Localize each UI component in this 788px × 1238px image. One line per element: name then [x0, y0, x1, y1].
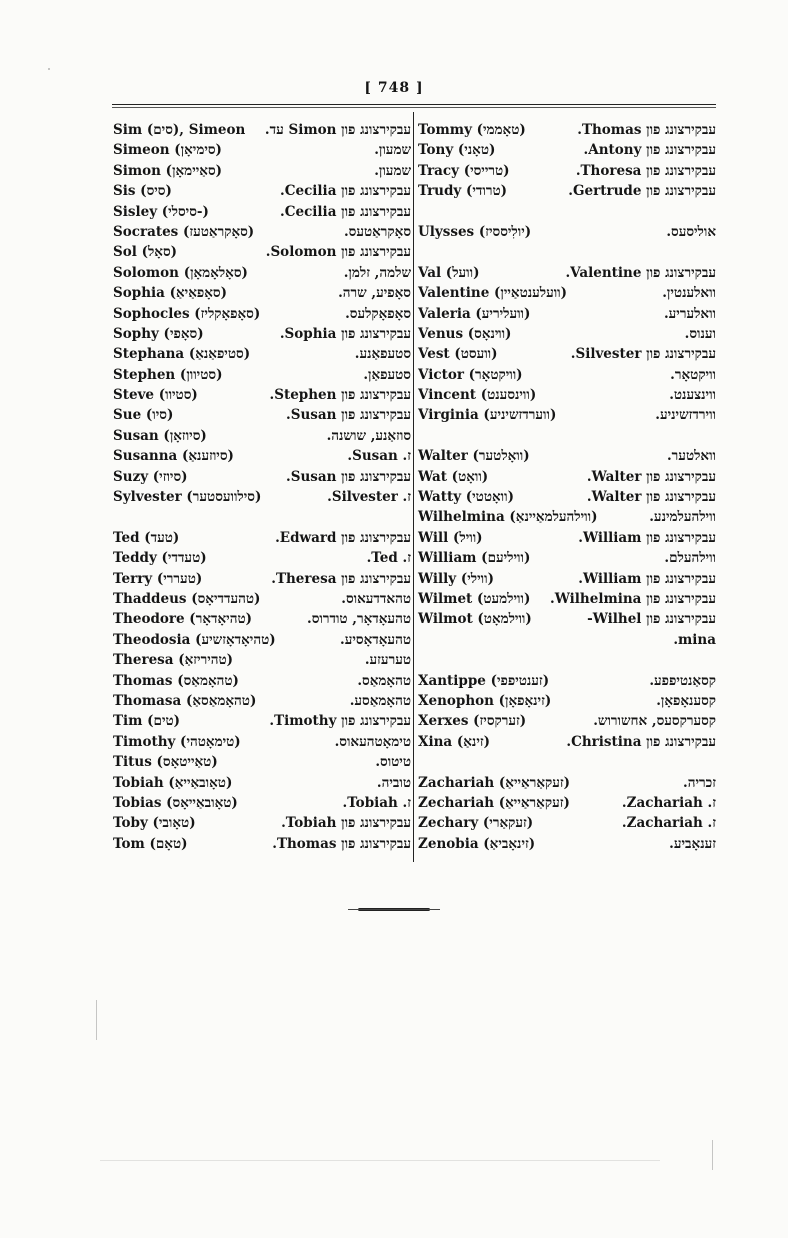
- entry-name: Val (וועל): [418, 264, 480, 281]
- entry-name: Thomas (טהאָמאַס): [113, 672, 239, 689]
- entry-name: Sim (סים), Simeon: [113, 122, 246, 138]
- entry-definition: וויקטאָר.: [670, 366, 716, 383]
- entry-definition: עבקירצונג פון Silvester.: [570, 346, 716, 363]
- section-gap: [418, 752, 716, 772]
- dictionary-entry: [113, 528, 411, 548]
- entry-name: Susanna (סיוזענאַ): [113, 448, 234, 465]
- dictionary-entry: [113, 283, 411, 303]
- dictionary-entry: [113, 589, 411, 609]
- dictionary-entry: [113, 385, 411, 405]
- entry-definition: עבקירצונג פון Tobiah.: [281, 815, 411, 832]
- dictionary-entry: [113, 691, 411, 711]
- dictionary-entry: [113, 834, 411, 854]
- entry-name: Terry (טעררי): [113, 570, 203, 587]
- dictionary-entry: [418, 344, 716, 364]
- entry-definition: ווינצענט.: [669, 387, 716, 404]
- entry-definition: עבקירצונג פון Edward.: [275, 529, 411, 546]
- entry-definition: זענאָביע.: [669, 835, 716, 852]
- entry-definition: סטעפאַנע.: [354, 346, 411, 363]
- dictionary-entry: [418, 793, 716, 813]
- entry-definition: סאָפאָקלעס.: [345, 305, 411, 322]
- entry-name: Simon (סאַיימאָן): [113, 162, 223, 179]
- left-column: [113, 120, 411, 854]
- entry-name: Virginia (ווערדזשיניע): [418, 407, 557, 424]
- dictionary-entry: [113, 752, 411, 772]
- entry-definition: סטעפאַן.: [363, 366, 411, 383]
- entry-name: Tim (טים): [113, 713, 181, 730]
- dictionary-entry: [418, 446, 716, 466]
- entry-definition: קסענאָפאָן.: [656, 692, 716, 709]
- entry-name: Sophia (סאָפאַיאַ): [113, 285, 227, 302]
- entry-definition: שמעון.: [374, 162, 411, 179]
- entry-name: Watty (וואָטטי): [418, 489, 514, 506]
- entry-definition: עבקירצונג פון Thomas.: [272, 835, 411, 852]
- entry-definition: סוזאַנע, שושנה.: [326, 427, 411, 444]
- entry-name: Sylvester (סילוועסטער): [113, 489, 262, 506]
- entry-definition: עבקירצונג פון Wilhel-: [587, 611, 716, 628]
- entry-name: Walter (וואָלטער): [418, 448, 530, 465]
- entry-name: Xina (זינאַ): [418, 733, 491, 750]
- header-rule: [112, 104, 716, 105]
- scan-streak: [100, 1160, 660, 1161]
- entry-definition: טיטוס.: [375, 754, 411, 771]
- entry-name: Willy (ווילי): [418, 570, 494, 587]
- entry-name: Venus (וױנאָס): [418, 325, 512, 342]
- right-column: [418, 120, 716, 854]
- section-gap: [418, 426, 716, 446]
- entry-name: Sol (סאָל): [113, 244, 178, 261]
- entry-name: Socrates (סאָקראַטעז): [113, 223, 255, 240]
- entry-name: Theodore (טהיאָדאָר): [113, 611, 252, 628]
- entry-definition: טהאָמאַסע.: [349, 692, 411, 709]
- section-gap: [418, 242, 716, 262]
- entry-definition: זכריה.: [683, 774, 716, 791]
- dictionary-entry: [418, 671, 716, 691]
- dictionary-entry: [113, 609, 411, 629]
- entry-name: Wilmot (ווילמאָט): [418, 611, 532, 628]
- section-gap: [418, 202, 716, 222]
- entry-name: Solomon (סאָלאָמאָן): [113, 264, 248, 281]
- entry-definition: עבקירצונג פון Solomon.: [265, 244, 411, 261]
- dictionary-entry: [418, 120, 716, 140]
- dictionary-entry: [113, 548, 411, 568]
- dictionary-entry: [113, 650, 411, 670]
- entry-definition: סאָקראַטעס.: [343, 223, 411, 240]
- dictionary-entry: [418, 813, 716, 833]
- entry-name: Trudy (טרודי): [418, 183, 508, 200]
- entry-name: Wilhelmina (ווילהעלמאַיינאַ): [418, 509, 598, 526]
- entry-definition: ז. Zachariah.: [621, 815, 716, 832]
- entry-name: Stephen (סטיוון): [113, 366, 223, 383]
- entry-definition: שלמה, זלמן.: [343, 264, 411, 281]
- dictionary-entry: [113, 324, 411, 344]
- entry-definition: עבקירצונג פון William.: [578, 570, 716, 587]
- dictionary-entry: [113, 569, 411, 589]
- entry-name: Sophocles (סאָפאָקליז): [113, 305, 261, 322]
- dictionary-entry: [113, 711, 411, 731]
- entry-definition: עבקירצונג פון Cecilia.: [280, 203, 411, 220]
- entry-definition: עבקירצונג פון Timothy.: [269, 713, 411, 730]
- dictionary-entry: [113, 304, 411, 324]
- dictionary-entry: [418, 487, 716, 507]
- dictionary-entry: [113, 120, 411, 140]
- entry-name: Thomasa (טהאָמאַסאַ): [113, 692, 257, 709]
- entry-definition: עבקירצונג פון Gertrude.: [568, 183, 716, 200]
- entry-definition: שמעון.: [374, 142, 411, 159]
- entry-name: Sue (סיו): [113, 407, 174, 424]
- entry-name: Wat (וואָט): [418, 468, 489, 485]
- header-rule-secondary: [112, 107, 716, 108]
- entry-name: Zechary (זעקאַרי): [418, 815, 534, 832]
- dictionary-entry: [418, 263, 716, 283]
- dictionary-entry: [418, 365, 716, 385]
- page-number: [ 748 ]: [364, 80, 424, 96]
- entry-name: Tony (טאָני): [418, 142, 496, 159]
- entry-definition: עבקירצונג פון Antony.: [583, 142, 716, 159]
- entry-definition: טימאָטהעאוס.: [334, 733, 411, 750]
- entry-name: Timothy (טימאָטהי): [113, 733, 241, 750]
- entry-definition: קסאַנטיפפע.: [649, 672, 716, 689]
- entry-definition: סאָפיע, שרה.: [338, 285, 411, 302]
- entry-definition: טהעאָדאָסיע.: [340, 631, 411, 648]
- entry-definition: טערעזע.: [364, 652, 411, 669]
- entry-name: Suzy (סיוזי): [113, 468, 188, 485]
- entry-name: Teddy (טעדדי): [113, 550, 207, 567]
- dictionary-entry: [113, 467, 411, 487]
- entry-name: Vest (וועסט): [418, 346, 498, 363]
- dictionary-entry: [418, 140, 716, 160]
- entry-name: Xenophon (זינאָפאָן): [418, 692, 552, 709]
- entry-name: Toby (טאָובי): [113, 815, 196, 832]
- entry-definition: ז. Susan.: [347, 448, 411, 465]
- entry-definition: עבקירצונג פון Simon עד.: [264, 122, 411, 138]
- entry-definition: ז. Zachariah.: [621, 794, 716, 811]
- entry-name: Vincent (ווינסענט): [418, 387, 537, 404]
- entry-definition: עבקירצונג פון William.: [578, 529, 716, 546]
- dictionary-entry: [113, 222, 411, 242]
- entry-definition: עבקירצונג פון Wilhelmina.: [550, 590, 716, 607]
- dictionary-entry: [113, 242, 411, 262]
- dictionary-entry: [418, 589, 716, 609]
- entry-name: Susan (סיוזאָן): [113, 427, 207, 444]
- entry-name: Will (וויל): [418, 529, 483, 546]
- entry-definition: עבקירצונג פון Thomas.: [577, 122, 716, 138]
- entry-definition: עבקירצונג פון Susan.: [286, 407, 411, 424]
- dictionary-entry: [418, 630, 716, 650]
- entry-definition: ז. Silvester.: [327, 489, 411, 506]
- entry-definition: וואלטער.: [666, 448, 716, 465]
- entry-definition: טהאָמאַס.: [357, 672, 411, 689]
- entry-name: Theresa (טהיריזאַ): [113, 652, 234, 669]
- entry-name: Valentine (וועלענטאַיין): [418, 285, 568, 302]
- entry-name: Tom (טאָם): [113, 835, 188, 852]
- entry-definition: mina.: [673, 631, 716, 648]
- entry-name: Xerxes (זערקסיז): [418, 713, 527, 730]
- entry-name: Valeria (וועליריע): [418, 305, 531, 322]
- entry-definition: וואלענטין.: [662, 285, 716, 302]
- dictionary-entry: [113, 813, 411, 833]
- entry-name: Tracy (טרייסי): [418, 162, 510, 179]
- dictionary-entry: [418, 324, 716, 344]
- dictionary-entry: [113, 671, 411, 691]
- dictionary-entry: [418, 304, 716, 324]
- dictionary-entry: [113, 426, 411, 446]
- entry-definition: עבקירצונג פון Valentine.: [565, 264, 716, 281]
- dictionary-entry: [418, 773, 716, 793]
- dictionary-entry: [418, 161, 716, 181]
- section-gap: [418, 650, 716, 670]
- entry-name: Simeon (סימיאָן): [113, 142, 222, 159]
- dictionary-entry: [418, 181, 716, 201]
- dictionary-entry: [418, 283, 716, 303]
- dictionary-entry: [418, 691, 716, 711]
- dictionary-entry: [113, 487, 411, 507]
- scan-speck: [48, 68, 50, 70]
- dictionary-entry: [113, 732, 411, 752]
- entry-name: Zachariah (זעקאַראַייאַ): [418, 774, 571, 791]
- entry-definition: ווירדזשיניע.: [655, 407, 716, 424]
- entry-definition: ווילהעלמינע.: [649, 509, 716, 526]
- entry-definition: עבקירצונג פון Walter.: [586, 468, 716, 485]
- dictionary-entry: [418, 834, 716, 854]
- entry-definition: עבקירצונג פון Thoresa.: [575, 162, 716, 179]
- entry-definition: קסערקסעס, אחשורוש.: [593, 713, 716, 730]
- column-divider: [413, 112, 414, 862]
- entry-definition: עבקירצונג פון Cecilia.: [280, 183, 411, 200]
- dictionary-entry: [113, 161, 411, 181]
- entry-definition: ז. Ted.: [366, 550, 411, 567]
- dictionary-entry: [113, 630, 411, 650]
- entry-name: Ulysses (יולִיססיז): [418, 223, 532, 240]
- entry-name: Xantippe (זענטיפפי): [418, 672, 550, 689]
- entry-definition: וואלעריע.: [663, 305, 716, 322]
- dictionary-entry: [418, 732, 716, 752]
- dictionary-entry: [418, 222, 716, 242]
- entry-name: Zenobia (זינאָביאַ): [418, 835, 536, 852]
- entry-definition: וענוס.: [684, 325, 716, 342]
- dictionary-entry: [418, 405, 716, 425]
- dictionary-entry: [418, 385, 716, 405]
- entry-name: Ted (טעד): [113, 529, 180, 546]
- dictionary-entry: [418, 711, 716, 731]
- entry-definition: טהאדדעאוס.: [341, 590, 411, 607]
- entry-definition: ז. Tobiah.: [342, 794, 411, 811]
- entry-name: Wilmet (ווילמעט): [418, 590, 531, 607]
- entry-definition: עבקירצונג פון Walter.: [586, 489, 716, 506]
- entry-definition: אוליסעס.: [666, 223, 716, 240]
- entry-definition: עבקירצונג פון Theresa.: [271, 570, 411, 587]
- entry-definition: עבקירצונג פון Stephen.: [269, 387, 411, 404]
- entry-definition: עבקירצונג פון Christina.: [566, 733, 716, 750]
- dictionary-entry: [113, 181, 411, 201]
- entry-name: Sis (סיס): [113, 183, 172, 200]
- entry-name: Sisley (סיסלי-): [113, 203, 209, 220]
- dictionary-entry: [418, 609, 716, 629]
- dictionary-entry: [113, 365, 411, 385]
- entry-definition: עבקירצונג פון Sophia.: [279, 325, 411, 342]
- entry-definition: ווילהעלם.: [664, 550, 716, 567]
- entry-name: Sophy (סאָפי): [113, 325, 204, 342]
- dictionary-entry: [113, 202, 411, 222]
- dictionary-entry: [418, 569, 716, 589]
- entry-definition: טוביה.: [376, 774, 411, 791]
- dictionary-entry: [113, 446, 411, 466]
- entry-definition: עבקירצונג פון Susan.: [286, 468, 411, 485]
- entry-name: Thaddeus (טהעדדיאָס): [113, 590, 261, 607]
- dictionary-entry: [418, 507, 716, 527]
- entry-name: Tobias (טאָובאַייאָס): [113, 794, 238, 811]
- dictionary-entry: [113, 773, 411, 793]
- entry-name: Steve (סטיוו): [113, 387, 198, 404]
- end-ornament: [358, 908, 430, 911]
- entry-name: Victor (וויקטאָר): [418, 366, 523, 383]
- entry-name: Titus (טאַייטאָס): [113, 754, 218, 771]
- scan-speck: [96, 1000, 97, 1040]
- scan-speck: [712, 1140, 713, 1170]
- dictionary-entry: [113, 405, 411, 425]
- entry-name: Stephana (סטיפאַנאַ): [113, 346, 251, 363]
- dictionary-entry: [113, 140, 411, 160]
- entry-name: William (וויליעם): [418, 550, 531, 567]
- dictionary-entry: [418, 467, 716, 487]
- section-gap: [113, 507, 411, 527]
- entry-name: Tommy (טאָממי): [418, 122, 526, 138]
- dictionary-entry: [113, 263, 411, 283]
- dictionary-entry: [418, 528, 716, 548]
- entry-name: Tobiah (טאָובאַייאַ): [113, 774, 233, 791]
- dictionary-entry: [113, 793, 411, 813]
- entry-name: Zechariah (זעקאַראַייאַ): [418, 794, 570, 811]
- entry-name: Theodosia (טהיאָדאָזשיע): [113, 631, 276, 648]
- dictionary-entry: [113, 344, 411, 364]
- dictionary-entry: [418, 548, 716, 568]
- entry-definition: טהעאָדאָר, טודרוס.: [307, 611, 411, 628]
